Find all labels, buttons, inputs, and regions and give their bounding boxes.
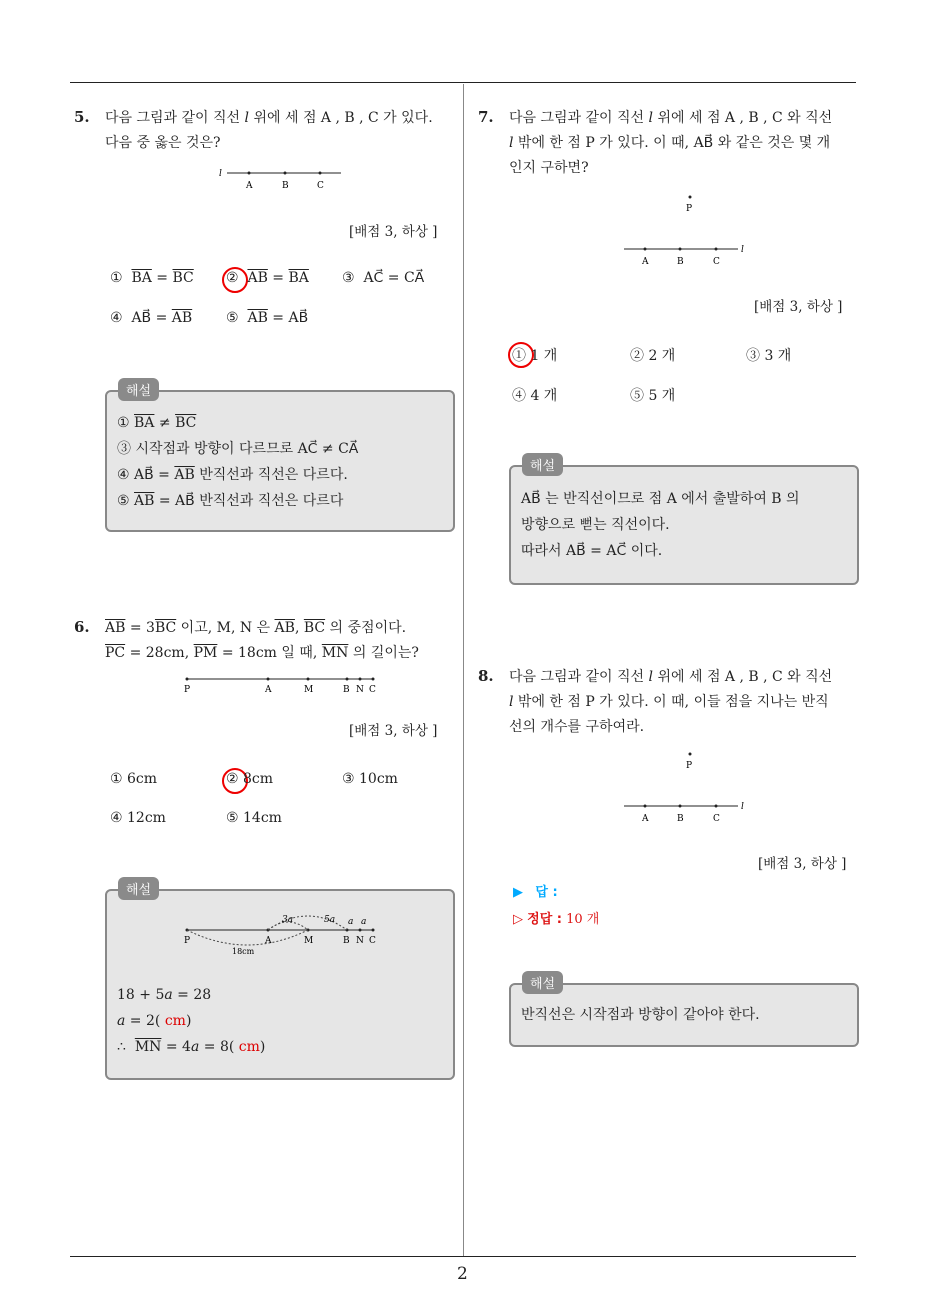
q8-fig-label-c: C xyxy=(713,814,720,824)
q8-line1: 다음 그림과 같이 직선 l 위에 세 점 A , B , C 와 직선 xyxy=(509,669,833,685)
q7-line1: 다음 그림과 같이 직선 l 위에 세 점 A , B , C 와 직선 xyxy=(509,110,833,126)
q6-fig-dot-n xyxy=(359,678,362,681)
q6-choice-3[interactable]: ③ 10cm xyxy=(342,771,398,787)
q8-score: [배점 3, 하상 ] xyxy=(758,856,847,872)
q7-number: 7. xyxy=(478,108,494,126)
q5-choice-2[interactable]: ② $\overline{AB} = \overline{BA}$ xyxy=(226,270,309,286)
q8-fig-label-b: B xyxy=(677,814,684,824)
q6-figure xyxy=(180,672,380,698)
q6-text xyxy=(105,616,455,666)
q6-solution-text xyxy=(117,982,265,1060)
q6-score: [배점 3, 하상 ] xyxy=(349,723,438,739)
q7-solution-text xyxy=(521,486,800,564)
q7-sol-3: 따라서 AB⃗ = AC⃗ 이다. xyxy=(521,543,663,559)
q8-line2: l 밖에 한 점 P 가 있다. 이 때, 이들 점을 지나는 반직 xyxy=(509,694,829,710)
q6-sol-2: a = 2( cm) xyxy=(117,1013,192,1029)
q7-choice-3[interactable]: ③ 3 개 xyxy=(746,348,792,364)
q6-sol-label-a1: a xyxy=(348,917,354,927)
q8-text xyxy=(509,665,859,740)
q6-sol-fig-b: B xyxy=(343,936,350,946)
q6-sol-fig-n: N xyxy=(356,936,364,946)
outline-arrow-icon: ▷ xyxy=(513,912,523,927)
q6-sol-label-3a: 3a xyxy=(282,915,294,925)
q8-figure xyxy=(620,747,750,827)
q6-line2: $\overline{PC} = 28cm$, $\overline{PM} = 18cm$ 일 때, $\overline{MN}$ 의 길이는? xyxy=(105,645,419,661)
q5-text xyxy=(105,106,455,156)
q5-fig-dot-c xyxy=(319,172,322,175)
q6-fig-label-c: C xyxy=(369,685,376,695)
q5-choice-5[interactable]: ⑤ $\overline{AB}$ = AB⃗ xyxy=(226,310,309,326)
q8-fig-dot-b xyxy=(679,805,682,808)
page-number: 2 xyxy=(457,1264,468,1284)
q6-solution-figure xyxy=(180,912,380,958)
q6-sol-fig-p: P xyxy=(184,936,191,946)
q6-sol-fig-c: C xyxy=(369,936,376,946)
bottom-rule xyxy=(70,1256,856,1257)
q8-fig-dot-c xyxy=(715,805,718,808)
q7-fig-dot-c xyxy=(715,248,718,251)
q6-sol-fig-m: M xyxy=(304,936,314,946)
q5-solution-tag: 해설 xyxy=(118,378,159,401)
q8-line3: 선의 개수를 구하여라. xyxy=(509,719,645,735)
q5-fig-label-c: C xyxy=(317,181,324,191)
q6-fig-dot-c xyxy=(372,678,375,681)
q6-sol-dot-n xyxy=(359,929,362,932)
q7-fig-dot-b xyxy=(679,248,682,251)
q6-fig-dot-a xyxy=(267,678,270,681)
q7-figure xyxy=(620,190,750,270)
q7-fig-label-b: B xyxy=(677,257,684,267)
q5-fig-dot-a xyxy=(248,172,251,175)
q6-sol-arc-5a xyxy=(268,916,347,930)
q8-fig-dot-p xyxy=(689,753,692,756)
q5-fig-label-b: B xyxy=(282,181,289,191)
q7-choice-5[interactable]: ⑤ 5 개 xyxy=(630,388,676,404)
q6-choice-1[interactable]: ① 6cm xyxy=(110,771,158,787)
q6-number: 6. xyxy=(74,618,90,636)
q8-fig-l: l xyxy=(741,802,744,812)
q8-correct-row xyxy=(513,908,599,927)
q7-line2: l 밖에 한 점 P 가 있다. 이 때, AB⃗ 와 같은 것은 몇 개 xyxy=(509,135,831,151)
q8-correct-label: 정답 : xyxy=(527,912,562,927)
q5-fig-dot-b xyxy=(284,172,287,175)
q6-sol-1: 18 + 5a = 28 xyxy=(117,987,212,1003)
q6-choice-4[interactable]: ④ 12cm xyxy=(110,810,166,826)
q6-choice-2[interactable]: ② 8cm xyxy=(226,771,274,787)
q5-number: 5. xyxy=(74,108,90,126)
q7-fig-label-p: P xyxy=(686,204,693,214)
q5-choice-3[interactable]: ③ AC⃗ = CA⃗ xyxy=(342,270,425,286)
q7-choice-4[interactable]: ④ 4 개 xyxy=(512,388,558,404)
q6-fig-label-p: P xyxy=(184,685,191,695)
q5-sol-4: ⑤ $\overline{AB}$ = AB⃗ 반직선과 직선은 다르다 xyxy=(117,493,344,509)
q6-sol-fig-a: A xyxy=(265,936,272,946)
q7-score: [배점 3, 하상 ] xyxy=(754,299,843,315)
q8-fig-label-a: A xyxy=(642,814,649,824)
q5-figure xyxy=(215,164,345,194)
q5-choice-4[interactable]: ④ AB⃗ = $\overline{AB}$ xyxy=(110,310,193,326)
q7-choice-1[interactable]: ① 1 개 xyxy=(512,348,558,364)
q7-fig-label-c: C xyxy=(713,257,720,267)
column-divider xyxy=(463,84,464,1256)
q7-fig-label-a: A xyxy=(642,257,649,267)
q7-sol-2: 방향으로 뻗는 직선이다. xyxy=(521,517,670,533)
q5-fig-label-a: A xyxy=(246,181,253,191)
q6-fig-label-m: M xyxy=(304,685,314,695)
q8-number: 8. xyxy=(478,667,494,685)
q6-fig-dot-p xyxy=(186,678,189,681)
q5-sol-1: ① $\overline{BA} \ne \overline{BC}$ xyxy=(117,415,197,431)
q7-fig-l: l xyxy=(741,245,744,255)
q5-sol-3: ④ AB⃗ = $\overline{AB}$ 반직선과 직선은 다르다. xyxy=(117,467,348,483)
q6-choice-5[interactable]: ⑤ 14cm xyxy=(226,810,282,826)
top-rule xyxy=(70,82,856,83)
q6-sol-3: ∴ $\overline{MN} = 4a = 8$( cm) xyxy=(117,1039,266,1055)
q7-choice-2[interactable]: ② 2 개 xyxy=(630,348,676,364)
q7-sol-1: AB⃗ 는 반직선이므로 점 A 에서 출발하여 B 의 xyxy=(521,491,800,507)
q5-sol-2: ③ 시작점과 방향이 다르므로 AC⃗ ≠ CA⃗ xyxy=(117,441,359,457)
q8-answer-row xyxy=(513,881,558,900)
q8-correct-value: 10 개 xyxy=(566,912,600,927)
q8-fig-label-p: P xyxy=(686,761,693,771)
q5-choice-1[interactable]: ① $\overline{BA} = \overline{BC}$ xyxy=(110,270,194,286)
q7-fig-dot-p xyxy=(689,196,692,199)
q8-fig-dot-a xyxy=(644,805,647,808)
q8-solution-tag: 해설 xyxy=(522,971,563,994)
q6-line1: $\overline{AB} = 3\overline{BC}$ 이고, M, N 은 $\overline{AB}$, $\overline{BC}$ 의 중점이다. xyxy=(105,620,407,636)
q6-sol-label-a2: a xyxy=(361,917,367,927)
q6-sol-label-5a: 5a xyxy=(324,915,336,925)
q8-solution-text: 반직선은 시작점과 방향이 같아야 한다. xyxy=(521,1007,760,1023)
q7-line3: 인지 구하면? xyxy=(509,160,589,176)
q6-fig-label-n: N xyxy=(356,685,364,695)
q5-fig-l: l xyxy=(219,169,222,179)
q7-solution-tag: 해설 xyxy=(522,453,563,476)
q5-line1: 다음 그림과 같이 직선 l 위에 세 점 A , B , C 가 있다. xyxy=(105,110,433,126)
q7-text xyxy=(509,106,859,181)
q5-score: [배점 3, 하상 ] xyxy=(349,224,438,240)
q6-sol-label-18cm: 18cm xyxy=(232,947,255,956)
q6-solution-tag: 해설 xyxy=(118,877,159,900)
q6-sol-arc-18cm xyxy=(187,930,308,945)
q6-fig-dot-b xyxy=(346,678,349,681)
q6-fig-dot-m xyxy=(307,678,310,681)
q6-sol-dot-c xyxy=(372,929,375,932)
q5-line2: 다음 중 옳은 것은? xyxy=(105,135,221,151)
q6-fig-label-b: B xyxy=(343,685,350,695)
q5-solution-text xyxy=(117,410,358,514)
q8-answer-label: 답 : xyxy=(535,885,558,900)
q7-fig-dot-a xyxy=(644,248,647,251)
play-arrow-icon: ▶ xyxy=(513,885,523,900)
q6-fig-label-a: A xyxy=(265,685,272,695)
